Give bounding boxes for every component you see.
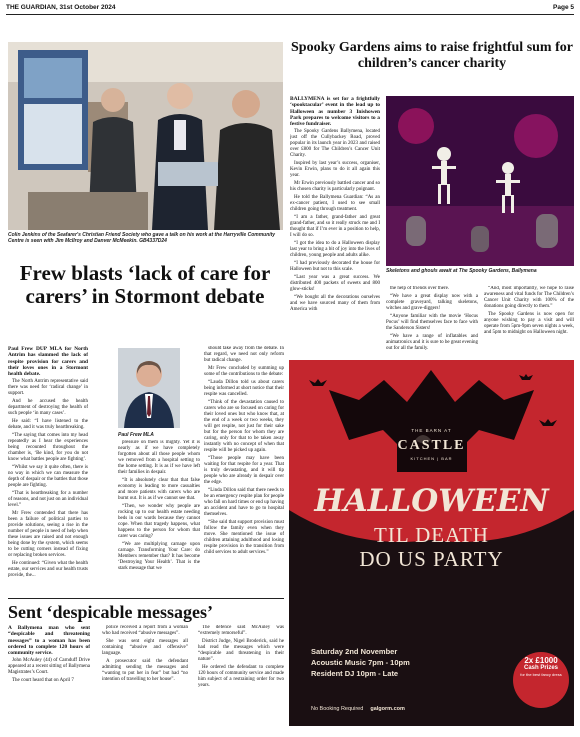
paragraph: The Spooky Gardens Ballymena, located just off the Cullybackey Road, proved popular in its launch year in 2023 and raised over £800 for The Children’s Cancer Unit Charity.: [290, 129, 380, 159]
advert-venue-sub: KITCHEN | BAR: [410, 456, 453, 461]
paragraph: Mr Frew concluded by summing up some of the contributions to the debate:: [204, 366, 284, 377]
paragraph: “We are multiplying carnage upon carnage. Transforming Your Care: do Members remember that? It has become ‘Destroying Your Health’. That is the stark message that we: [118, 542, 200, 571]
paragraph: The Spooky Gardens is now open for anyone wishing to pay a visit and will operate from 5pm-9pm seven nights a week, and 5pm to midnight on Halloween night.: [484, 312, 574, 335]
portrait-caption: Paul Frew MLA: [118, 432, 154, 438]
spooky-photo-caption: Skeletons and ghouls await at The Spooky Gardens, Ballymena: [386, 268, 537, 274]
paragraph: “It is absolutely clear that that false economy is leading to more casualties and more patients with carers who are burnt out. It is as if we cannot see that.: [118, 478, 200, 501]
paragraph: police received a report from a woman who had received “abusive messages”.: [102, 625, 188, 636]
group-photo-caption: Colin Jenkins of the Seafarer's Christian Friend Society who gave a talk on his work at the Harryville Community Centre is seen with Jim McIlroy and Danver McMeekin. GB4337D24: [8, 232, 276, 244]
paragraph: “Lauda Dillon told us about carers being informed at short notice that their respite was cancelled.: [204, 380, 284, 397]
paragraph: “I am a father, grand-father and great grand-father, and so it really struck me and I thought that if I’m ever in a position to help, I will do so.: [290, 215, 380, 239]
header-rule: [6, 14, 574, 15]
portrait-photo: [118, 348, 180, 428]
messages-rule: [8, 598, 284, 599]
paragraph: Inspired by last year’s success, organiser, Kevin Erwin, plans to do it all again this year.: [290, 161, 380, 179]
paragraph: “And, most importantly, we hope to raise awareness and vital funds for The Children’s Cancer Unit Charity with 100% of the donations going directly to them.”: [484, 286, 574, 309]
messages-col-3: [198, 625, 284, 729]
prize-badge: [513, 656, 569, 704]
spooky-headline: Spooky Gardens aims to raise frightful sum for children’s cancer charity: [291, 40, 573, 71]
advert-line-2: Acoustic Music 7pm - 10pm: [311, 658, 410, 667]
paragraph: “That is heartbreaking for a number of reasons, and not just on an individual level.”: [8, 491, 88, 509]
advert-venue: CASTLE: [397, 438, 466, 453]
paragraph: “The saying that comes into my head repeatedly as I hear the experiences being recounted throughout the chamber is, ‘Be kind, for you do not know what battles people are fighting’.: [8, 433, 88, 463]
paragraph: A prosecutor said the defendant admitting sending the messages and “wanting to put her in fear” but had “no intention of travelling to her house”.: [102, 659, 188, 682]
paragraph: The defence said McAuley was “extremely remorseful”.: [198, 625, 284, 636]
paragraph: “Anyone familiar with the movie ‘Hocus Pocus’ will find themselves face to face with the Sanderson Sisters!: [386, 314, 478, 331]
messages-headline: Sent ‘despicable messages’: [8, 602, 213, 622]
carers-headline: Frew blasts ‘lack of care for carers’ in Stormont debate: [19, 261, 271, 308]
paragraph: Mr Erwin previously battled cancer and so his chosen charity is particularly poignant.: [290, 181, 380, 193]
advert-line-3: Resident DJ 10pm - Late: [311, 669, 399, 678]
paragraph: “Whilst we say it quite often, there is no way in which we can measure the depth of despair or the battles that those people are fighting.: [8, 465, 88, 489]
advert-title: HALLOWEEN: [314, 483, 549, 519]
advert-footer: [311, 706, 541, 712]
spooky-lead: BALLYMENA is set for a frightfully ‘spooktacular’ event in the lead up to Halloween as number 3 Inishowen Park prepares to welcome visitors to a festive fundraiser.: [290, 96, 380, 128]
page-number: Page 5: [553, 4, 574, 11]
messages-lead: A Ballymena man who sent “despicable and threatening messages” to a woman has been ordered to complete 120 hours of community service.: [8, 625, 90, 657]
prize-label: Cash Prizes: [523, 665, 559, 671]
prize-note: for the best fancy dress: [520, 672, 562, 677]
paragraph: pressure on them is mighty. Yet it is nearly as if we have completely forgotten about all those people whom we removed from a hospital setting to the home setting. It is as if we have left their families in despair.: [118, 440, 200, 475]
carers-lead: Paul Frew DUP MLA for North Antrim has slammed the lack of respite provision for carers and their loves ones in a Stormont health debate.: [8, 346, 88, 378]
paragraph: John McAuley (44) of Carnduff Drive appeared at a recent sitting of Ballymena Magistrates’s Court.: [8, 658, 90, 676]
carers-col-1: [8, 346, 88, 592]
paragraph: “Last year was a great success. We distributed 400 packets of sweets and 800 glow-sticks!: [290, 275, 380, 293]
paragraph: He told the Ballymena Guardian: “As an ex-cancer patient, I used to see small children going through treatment.: [290, 195, 380, 213]
advert-venue-small: THE BARN AT: [411, 428, 452, 433]
paragraph: “We bought all the decorations ourselves and we have sourced many of them from America with: [290, 295, 380, 313]
halloween-advert: [289, 360, 574, 726]
paragraph: He ordered the defendant to complete 120 hours of community service and made him subject of a restraining order for two years.: [198, 665, 284, 688]
paragraph: He continued: “Given what the health estate, our services and our health trusts provide, the...: [8, 561, 88, 579]
paragraph: District Judge, Nigel Broderick, said he had read the messages which were “despicable and threatening in their nature”.: [198, 639, 284, 662]
messages-col-1: [8, 625, 90, 729]
paragraph: “She said that support provision must follow the family even when they move. She mentioned the issue of children attaining adulthood and losing respite provision in the transition from child services to adult services.”: [204, 520, 284, 555]
paragraph: The North Antrim representative said there was need for ‘radical change’ in support.: [8, 379, 88, 397]
group-photo: [8, 42, 283, 230]
paragraph: “Those people may have been waiting for that respite for a year. That is truly devastating, and it will tip people who are already in despair over the edge.: [204, 456, 284, 485]
paragraph: “We have a great display now with a complete graveyard, talking skeletons, witches and grave-diggers!: [386, 294, 478, 311]
paragraph: “Think of the devastation caused to carers who are so focused on caring for their loved ones but who know that, at the end of a week or two weeks, they will get respite, not just for their sake but for the person for whom they are caring, only for that to be taken away instantly with no concept of when that respite will be picked up again.: [204, 400, 284, 453]
paragraph: “Linda Dillon said that there needs to be an emergency respite plan for people who fall on hard times or end up having an accident and have to go to hospital themselves.: [204, 488, 284, 517]
prize-amount: 2x £1000: [524, 656, 558, 665]
paragraph: She was sent eight messages all containing “abusive and offensive” language.: [102, 639, 188, 656]
carers-col-3: [204, 346, 284, 592]
paragraph: And he accused the health department of destroying the health of such people ‘in many cases’.: [8, 399, 88, 417]
paper-date: THE GUARDIAN, 31st October 2024: [6, 4, 116, 11]
paragraph: “We have a range of inflatables and animatronics and it is sure to be great evening out for all the family.: [386, 334, 478, 351]
carers-col-2: [118, 440, 200, 592]
spooky-col-1: [290, 96, 380, 358]
paragraph: Mr Frew contended that there has been a failure of political parties to provide solutions, seeing a rise in the number of people in need of help when these issues are raised and not enough being done by the system, which seems to be cutting corners instead of fixing or replacing broken services.: [8, 511, 88, 559]
spooky-col-3: [484, 286, 574, 358]
booking-note: No Booking Required: [311, 706, 364, 712]
page-header: [6, 4, 574, 14]
advert-website[interactable]: galgorm.com: [370, 706, 405, 712]
paragraph: He said: “I have listened to the debate, and it was truly heartbreaking.: [8, 419, 88, 431]
paragraph: should take away from the debate. In that regard, we need not only reform but radical change.: [204, 346, 284, 363]
advert-line-1: Saturday 2nd November: [311, 647, 398, 656]
paragraph: the help of friends over there.: [390, 286, 450, 291]
paragraph: The court heard that on April 7: [12, 678, 74, 684]
advert-subtitle-2: DO US PARTY: [359, 547, 504, 571]
paragraph: “I got the idea to do a Halloween display last year to bring a bit of joy into the lives of children, young people and adults alike.: [290, 241, 380, 259]
spooky-col-2: [386, 286, 478, 358]
messages-col-2: [102, 625, 188, 729]
paragraph: “Then, we wonder why people are rocking up to our health estate needing beds in our wards because they cannot cope. When that tragedy happens, what happens to the person for whom that carer was caring?: [118, 504, 200, 539]
advert-subtitle: TIL DEATH: [374, 523, 489, 547]
paragraph: “I had previously decorated the house for Halloween but not to this scale.: [290, 261, 380, 273]
spooky-photo: [386, 96, 574, 266]
